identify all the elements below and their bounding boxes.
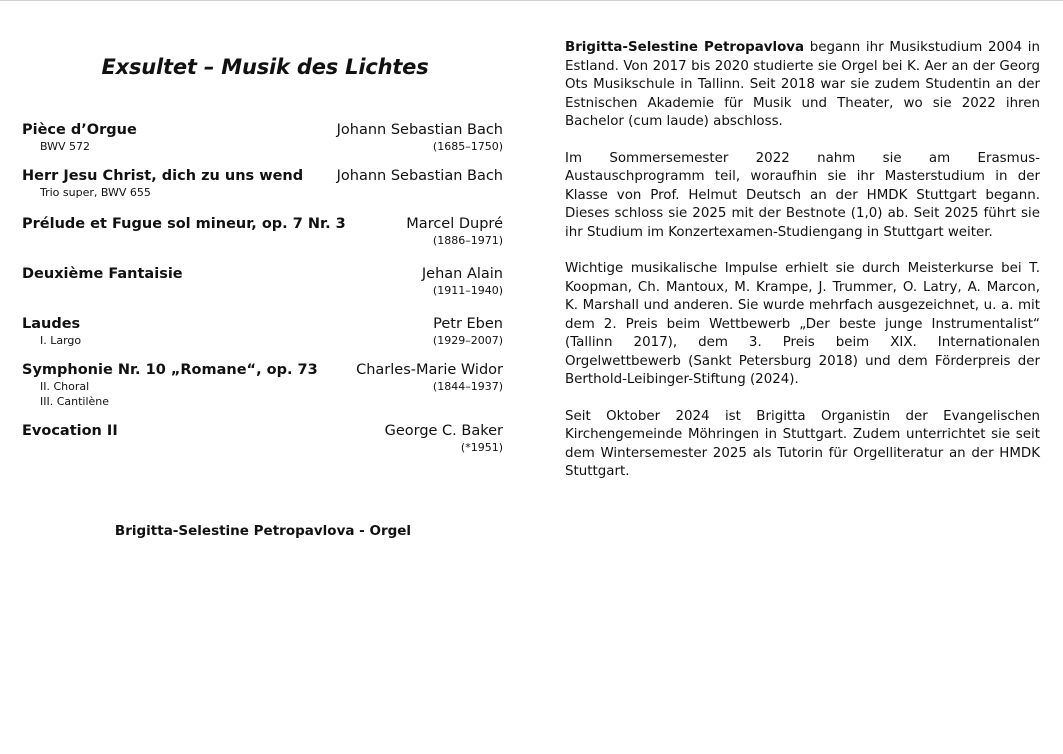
piece-title: Laudes bbox=[22, 316, 81, 332]
composer-years: (1911–1940) bbox=[432, 284, 503, 297]
movement-list bbox=[22, 333, 81, 348]
composer-name: Johann Sebastian Bach bbox=[336, 168, 503, 184]
movement: I. Largo bbox=[40, 334, 82, 347]
composer-name: Johann Sebastian Bach bbox=[336, 122, 503, 138]
composer-name: Charles-Marie Widor bbox=[356, 362, 503, 378]
bio-text: begann ihr Musikstudium 2004 in Estland. Von 2017 bis 2020 studierte sie Orgel bei K. Aer an der Georg Ots Musikschule in Tallinn. Seit 2018 war sie zudem Studentin an der Estnischen Akademie für Musik und Theater, wo sie 2022 ihren Bachelor (cum laude) abschloss. bbox=[565, 40, 1040, 129]
composer-name: Marcel Dupré bbox=[406, 216, 503, 232]
movement: III. Cantilène bbox=[40, 395, 110, 408]
composer-name: George C. Baker bbox=[384, 423, 503, 439]
movement-list bbox=[22, 440, 40, 455]
bio-paragraph bbox=[565, 39, 1040, 132]
composer-years: (1886–1971) bbox=[432, 234, 503, 247]
program-item bbox=[22, 266, 503, 298]
program-item bbox=[22, 316, 503, 348]
movement-list bbox=[22, 139, 90, 154]
piece-title: Pièce d’Orgue bbox=[22, 122, 137, 138]
composer-years: (1685–1750) bbox=[432, 140, 503, 153]
program-item bbox=[22, 122, 503, 154]
piece-title: Herr Jesu Christ, dich zu uns wend bbox=[22, 168, 304, 184]
bio-paragraph: Seit Oktober 2024 ist Brigitta Organistin der Evangelischen Kirchengemeinde Möhringen in Stuttgart. Zudem unterrichtet sie seit dem Wintersemester 2025 als Tutorin für Orgelliteratur an der HMDK Stuttgart. bbox=[565, 408, 1040, 479]
composer-years: (*1951) bbox=[460, 441, 503, 454]
piece-title: Evocation II bbox=[22, 423, 118, 439]
bio-paragraph: Wichtige musikalische Impulse erhielt sie durch Meisterkurse bei T. Koopman, Ch. Mantoux, M. Krampe, J. Trummer, O. Latry, A. Marcon, K. Marshall und anderen. Sie wurde mehrfach ausgezeichnet, u. a. mit dem 2. Preis beim Wettbewerb „Der beste junge Instrumentalist“ (Tallinn 2017), dem 3. Preis beim XIX. Internationalen Orgelwettbewerb (Sankt Petersburg 2018) und dem Förderpreis der Berthold-Leibinger-Stiftung (2024). bbox=[565, 261, 1040, 387]
bio-name: Brigitta-Selestine Petropavlova bbox=[565, 40, 805, 55]
movement: BWV 572 bbox=[40, 140, 91, 153]
composer-years: (1844–1937) bbox=[432, 380, 503, 393]
performer-credit: Brigitta-Selestine Petropavlova - Orgel bbox=[114, 523, 412, 539]
composer-name: Petr Eben bbox=[433, 316, 503, 332]
composer-years: (1929–2007) bbox=[432, 334, 503, 347]
piece-title: Deuxième Fantaisie bbox=[22, 266, 183, 282]
bio-paragraph: Im Sommersemester 2022 nahm sie am Erasmus-Austauschprogramm teil, woraufhin sie ihr Masterstudium in der Klasse von Prof. Helmut Deutsch an der HMDK Stuttgart begann. Dieses schloss sie 2025 mit der Bestnote (1,0) ab. Seit 2025 führt sie ihr Studium im Konzertexamen-Studiengang in Stuttgart weiter. bbox=[565, 150, 1040, 240]
program-item bbox=[22, 216, 503, 248]
piece-title: Symphonie Nr. 10 „Romane“, op. 73 bbox=[22, 362, 318, 378]
movement-list bbox=[22, 185, 151, 200]
movement-list bbox=[22, 283, 40, 298]
program-item bbox=[22, 423, 503, 455]
movement: II. Choral bbox=[40, 380, 90, 393]
program-item bbox=[22, 168, 503, 200]
movement-list bbox=[22, 233, 40, 248]
program-list bbox=[22, 122, 503, 467]
program-item bbox=[22, 362, 503, 409]
movement: Trio super, BWV 655 bbox=[40, 186, 151, 199]
biography bbox=[565, 39, 1040, 500]
composer-name: Jehan Alain bbox=[421, 266, 503, 282]
program-title: Exsultet – Musik des Lichtes bbox=[101, 55, 429, 79]
movement-list bbox=[22, 379, 109, 409]
piece-title: Prélude et Fugue sol mineur, op. 7 Nr. 3 bbox=[22, 216, 346, 232]
